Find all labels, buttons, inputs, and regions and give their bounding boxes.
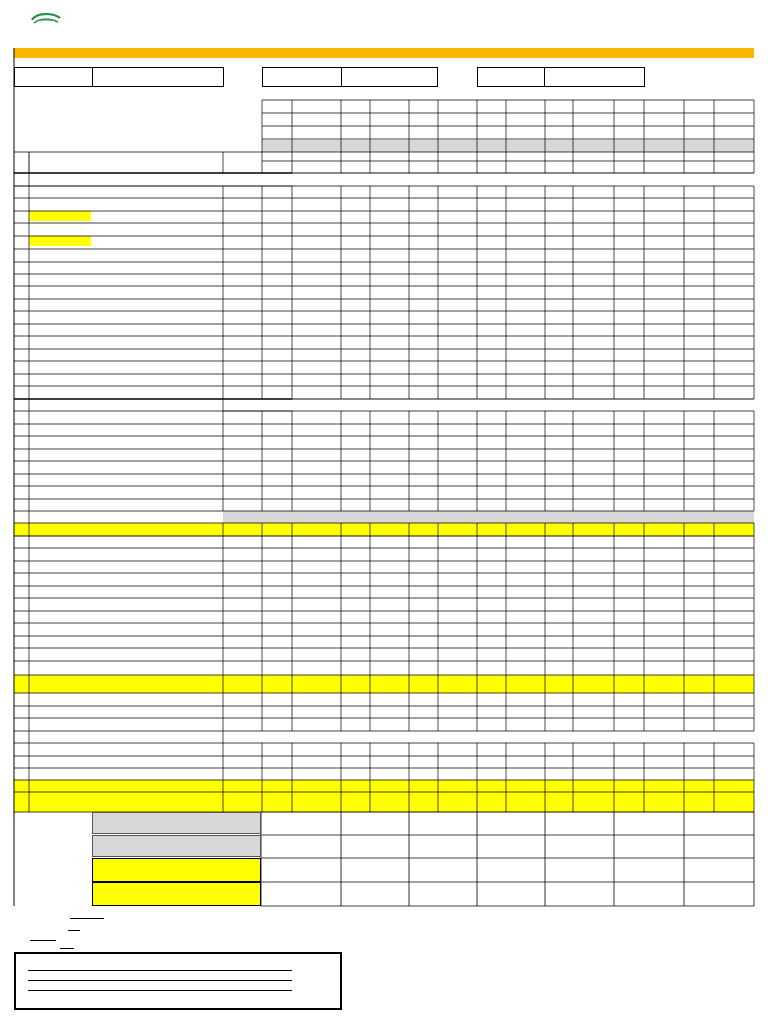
summary-label-3 [92,858,261,882]
notes-line-2 [28,980,292,981]
signature-line-3 [30,940,56,941]
gray-separator-band [223,511,754,523]
highlight-cell-1 [29,211,91,221]
yellow-total-row-3 [14,780,754,792]
yellow-total-row-1 [14,523,754,536]
notes-line-1 [28,970,292,971]
signature-line-1 [70,918,104,919]
notes-box[interactable] [14,952,342,1010]
yellow-total-row-4 [14,792,754,812]
summary-label-1 [92,812,261,834]
gray-header-band [262,140,754,152]
summary-label-4 [92,882,261,906]
summary-label-2 [92,835,261,857]
signature-line-4 [60,948,74,949]
highlight-cell-2 [29,236,91,246]
notes-line-3 [28,990,292,991]
signature-line-2 [68,930,80,931]
yellow-total-row-2 [14,675,754,693]
